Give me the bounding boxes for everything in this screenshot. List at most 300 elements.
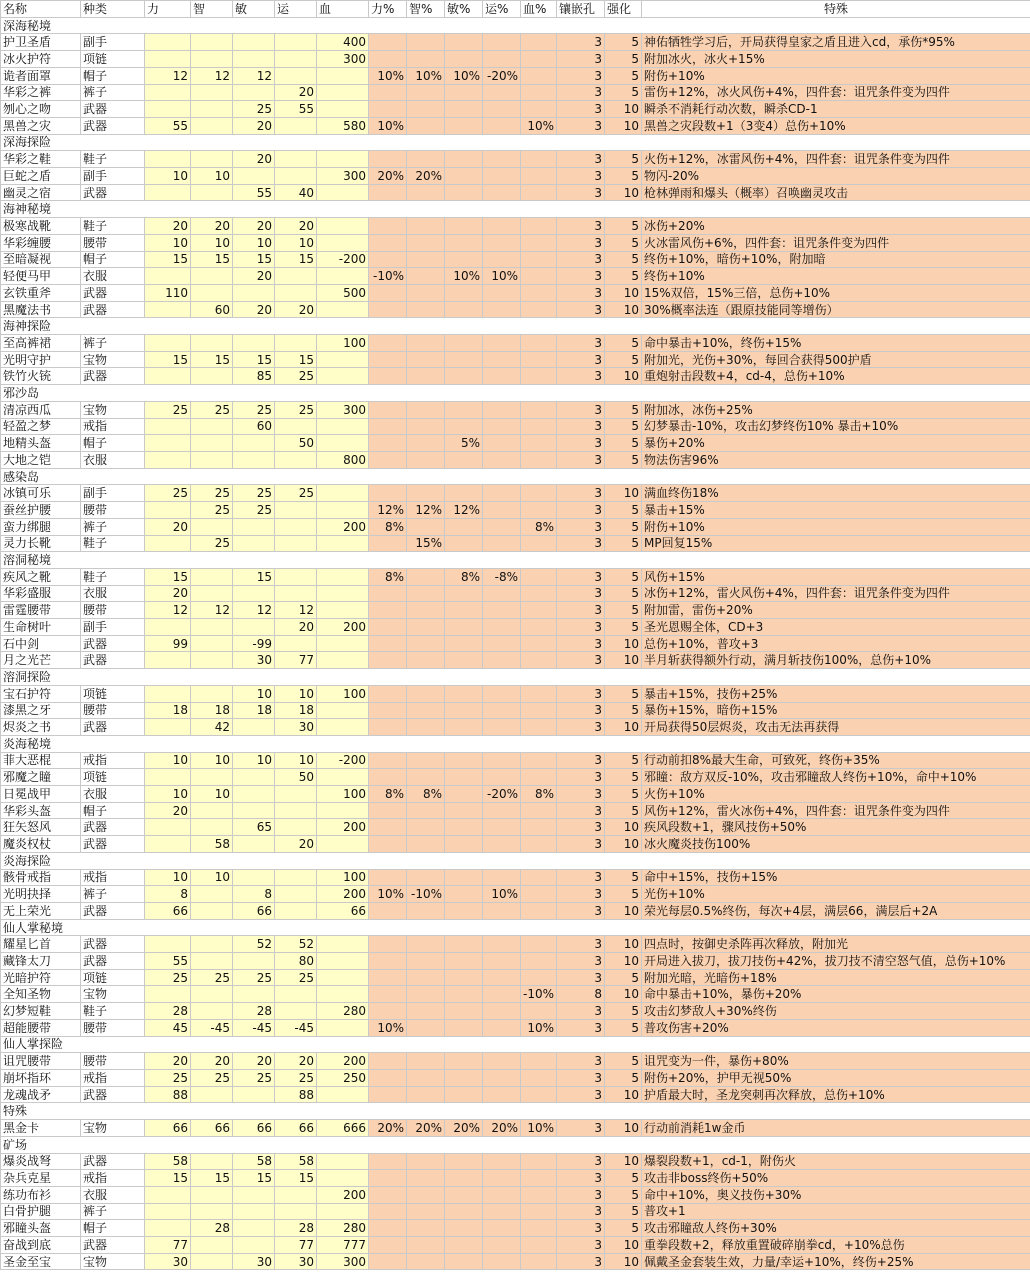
table-cell[interactable]	[275, 819, 317, 836]
table-cell[interactable]: 藏锋太刀	[1, 953, 81, 970]
table-cell[interactable]: -10%	[407, 886, 445, 903]
table-cell[interactable]: 裤子	[81, 1203, 145, 1220]
table-cell[interactable]: 3	[557, 234, 605, 251]
table-cell[interactable]	[369, 1170, 407, 1187]
table-cell[interactable]	[521, 552, 557, 569]
table-cell[interactable]	[275, 335, 317, 352]
table-cell[interactable]: 8	[145, 886, 191, 903]
table-cell[interactable]	[407, 1186, 445, 1203]
table-cell[interactable]: 武器	[81, 819, 145, 836]
table-cell[interactable]: 20	[275, 619, 317, 636]
table-cell[interactable]	[521, 1003, 557, 1020]
table-cell[interactable]	[483, 1070, 521, 1087]
table-cell[interactable]	[369, 652, 407, 669]
table-cell[interactable]	[483, 51, 521, 68]
table-cell[interactable]	[191, 268, 233, 285]
table-cell[interactable]	[521, 34, 557, 51]
table-cell[interactable]	[483, 936, 521, 953]
table-cell[interactable]	[317, 1153, 369, 1170]
table-cell[interactable]: 10	[605, 635, 642, 652]
table-cell[interactable]	[369, 735, 407, 752]
table-cell[interactable]: 20	[233, 218, 275, 235]
table-cell[interactable]: 3	[557, 301, 605, 318]
table-cell[interactable]: 5	[605, 418, 642, 435]
table-cell[interactable]: 风伤+12%，雷火冰伤+4%，四件套：诅咒条件变为四件	[642, 802, 1030, 819]
table-cell[interactable]	[445, 1186, 483, 1203]
table-cell[interactable]	[407, 134, 445, 151]
table-cell[interactable]: 项链	[81, 685, 145, 702]
table-cell[interactable]	[145, 552, 191, 569]
table-cell[interactable]: 3	[557, 585, 605, 602]
table-cell[interactable]: 3	[557, 969, 605, 986]
table-cell[interactable]	[317, 151, 369, 168]
table-cell[interactable]: 极寒战靴	[1, 218, 81, 235]
table-cell[interactable]	[317, 201, 369, 218]
table-cell[interactable]: 诡者面罩	[1, 67, 81, 84]
table-cell[interactable]	[317, 836, 369, 853]
table-cell[interactable]	[191, 385, 233, 402]
table-cell[interactable]	[317, 953, 369, 970]
table-cell[interactable]	[445, 969, 483, 986]
table-cell[interactable]	[233, 669, 275, 686]
table-cell[interactable]	[483, 1086, 521, 1103]
table-cell[interactable]: 5	[605, 568, 642, 585]
table-cell[interactable]	[191, 101, 233, 118]
table-cell[interactable]	[317, 719, 369, 736]
table-cell[interactable]: 幽灵之宿	[1, 184, 81, 201]
table-cell[interactable]	[407, 1053, 445, 1070]
table-cell[interactable]	[521, 335, 557, 352]
table-cell[interactable]	[191, 769, 233, 786]
table-cell[interactable]: 666	[317, 1120, 369, 1137]
table-cell[interactable]	[275, 1003, 317, 1020]
table-cell[interactable]: 黑魔法书	[1, 301, 81, 318]
table-cell[interactable]: 5	[605, 251, 642, 268]
table-cell[interactable]	[445, 1203, 483, 1220]
table-cell[interactable]: 暴击+15%，技伤+25%	[642, 685, 1030, 702]
table-cell[interactable]: 裤子	[81, 518, 145, 535]
table-cell[interactable]: 3	[557, 401, 605, 418]
table-cell[interactable]: 28	[191, 1220, 233, 1237]
table-cell[interactable]	[483, 335, 521, 352]
table-cell[interactable]	[521, 1220, 557, 1237]
table-cell[interactable]	[369, 101, 407, 118]
table-cell[interactable]: 3	[557, 1220, 605, 1237]
table-cell[interactable]	[407, 151, 445, 168]
table-cell[interactable]: 物法伤害96%	[642, 451, 1030, 468]
table-cell[interactable]	[407, 969, 445, 986]
table-cell[interactable]	[445, 251, 483, 268]
table-cell[interactable]	[521, 802, 557, 819]
table-cell[interactable]: 12%	[407, 502, 445, 519]
table-cell[interactable]: 魔炎权杖	[1, 836, 81, 853]
table-cell[interactable]: 15	[145, 251, 191, 268]
table-cell[interactable]: 15	[275, 1170, 317, 1187]
table-cell[interactable]: 5	[605, 702, 642, 719]
table-cell[interactable]	[445, 34, 483, 51]
table-cell[interactable]	[369, 318, 407, 335]
table-cell[interactable]	[275, 418, 317, 435]
table-cell[interactable]	[81, 201, 145, 218]
table-cell[interactable]	[317, 919, 369, 936]
table-cell[interactable]: 25	[275, 401, 317, 418]
table-cell[interactable]	[145, 936, 191, 953]
table-cell[interactable]	[483, 619, 521, 636]
table-cell[interactable]: 风伤+15%	[642, 568, 1030, 585]
table-cell[interactable]: 命中暴击+10%，终伤+15%	[642, 335, 1030, 352]
table-cell[interactable]	[233, 385, 275, 402]
table-cell[interactable]	[407, 318, 445, 335]
table-cell[interactable]: 5	[605, 786, 642, 803]
table-cell[interactable]	[317, 84, 369, 101]
table-cell[interactable]: 10	[605, 101, 642, 118]
table-cell[interactable]	[483, 1203, 521, 1220]
table-cell[interactable]: 荣光每层0.5%终伤，每次+4层，满层66，满层后+2A	[642, 902, 1030, 919]
table-cell[interactable]	[191, 568, 233, 585]
table-cell[interactable]	[233, 84, 275, 101]
table-cell[interactable]	[445, 518, 483, 535]
table-cell[interactable]	[369, 1103, 407, 1120]
table-cell[interactable]	[483, 652, 521, 669]
table-cell[interactable]	[369, 34, 407, 51]
table-cell[interactable]	[407, 368, 445, 385]
table-cell[interactable]: 5	[605, 84, 642, 101]
table-cell[interactable]: 地精头盔	[1, 435, 81, 452]
table-cell[interactable]: 宝石护符	[1, 685, 81, 702]
table-cell[interactable]: 20	[145, 1053, 191, 1070]
table-cell[interactable]	[369, 251, 407, 268]
table-cell[interactable]: 武器	[81, 184, 145, 201]
table-cell[interactable]	[369, 1070, 407, 1087]
table-cell[interactable]	[521, 435, 557, 452]
table-cell[interactable]: 衣服	[81, 451, 145, 468]
table-cell[interactable]	[233, 284, 275, 301]
table-cell[interactable]: 鞋子	[81, 151, 145, 168]
table-cell[interactable]: 10	[605, 485, 642, 502]
table-cell[interactable]	[483, 852, 521, 869]
table-cell[interactable]: 10	[605, 1153, 642, 1170]
table-cell[interactable]	[275, 502, 317, 519]
table-cell[interactable]: 25	[145, 1070, 191, 1087]
section-label[interactable]: 特殊	[1, 1103, 81, 1120]
table-cell[interactable]	[145, 101, 191, 118]
table-cell[interactable]: 66	[191, 1120, 233, 1137]
table-cell[interactable]: 耀星匕首	[1, 936, 81, 953]
table-cell[interactable]: 10	[233, 234, 275, 251]
table-cell[interactable]: 25	[145, 401, 191, 418]
table-cell[interactable]: 清凉西瓜	[1, 401, 81, 418]
table-cell[interactable]	[521, 1103, 557, 1120]
table-cell[interactable]: 777	[317, 1237, 369, 1254]
table-cell[interactable]	[445, 802, 483, 819]
table-cell[interactable]	[233, 769, 275, 786]
table-cell[interactable]	[407, 552, 445, 569]
table-cell[interactable]: 5	[605, 1070, 642, 1087]
table-cell[interactable]	[407, 1086, 445, 1103]
table-cell[interactable]: 3	[557, 819, 605, 836]
table-cell[interactable]	[483, 418, 521, 435]
table-cell[interactable]	[445, 619, 483, 636]
table-cell[interactable]	[317, 368, 369, 385]
table-cell[interactable]	[369, 752, 407, 769]
table-cell[interactable]	[483, 602, 521, 619]
table-cell[interactable]	[369, 1153, 407, 1170]
table-cell[interactable]	[483, 401, 521, 418]
table-cell[interactable]: -99	[233, 635, 275, 652]
table-cell[interactable]	[81, 735, 145, 752]
table-cell[interactable]: 20	[233, 268, 275, 285]
table-cell[interactable]: 5%	[445, 435, 483, 452]
table-cell[interactable]: 200	[317, 886, 369, 903]
table-cell[interactable]	[483, 151, 521, 168]
table-cell[interactable]: 枪林弹雨和爆头（概率）召唤幽灵攻击	[642, 184, 1030, 201]
table-cell[interactable]	[275, 1203, 317, 1220]
table-cell[interactable]	[191, 468, 233, 485]
table-cell[interactable]	[369, 1003, 407, 1020]
table-cell[interactable]	[483, 836, 521, 853]
table-cell[interactable]: 附伤+10%	[642, 67, 1030, 84]
table-cell[interactable]: 衣服	[81, 268, 145, 285]
table-cell[interactable]	[483, 468, 521, 485]
table-cell[interactable]	[521, 368, 557, 385]
table-cell[interactable]	[81, 1103, 145, 1120]
table-cell[interactable]	[605, 852, 642, 869]
table-cell[interactable]	[317, 936, 369, 953]
table-cell[interactable]	[605, 17, 642, 34]
table-cell[interactable]: 鞋子	[81, 568, 145, 585]
table-cell[interactable]: 烬炎之书	[1, 719, 81, 736]
table-cell[interactable]	[407, 385, 445, 402]
table-cell[interactable]: 5	[605, 602, 642, 619]
table-cell[interactable]: 5	[605, 51, 642, 68]
table-cell[interactable]: 10	[191, 234, 233, 251]
table-cell[interactable]	[445, 953, 483, 970]
table-cell[interactable]	[369, 819, 407, 836]
table-cell[interactable]: -200	[317, 752, 369, 769]
table-cell[interactable]	[445, 819, 483, 836]
table-cell[interactable]	[407, 34, 445, 51]
table-cell[interactable]: 55	[145, 117, 191, 134]
section-label[interactable]: 感染岛	[1, 468, 81, 485]
table-cell[interactable]: 开局获得50层烬炎，攻击无法再获得	[642, 719, 1030, 736]
table-cell[interactable]: 圣光恩赐全体，CD+3	[642, 619, 1030, 636]
table-cell[interactable]: 3	[557, 435, 605, 452]
table-cell[interactable]: -10%	[369, 268, 407, 285]
table-cell[interactable]	[407, 117, 445, 134]
table-cell[interactable]	[483, 535, 521, 552]
table-cell[interactable]: 52	[275, 936, 317, 953]
table-cell[interactable]: 奋战到底	[1, 1237, 81, 1254]
table-cell[interactable]	[407, 418, 445, 435]
table-cell[interactable]: 60	[233, 418, 275, 435]
table-cell[interactable]: 物闪-20%	[642, 168, 1030, 185]
table-cell[interactable]	[407, 652, 445, 669]
table-cell[interactable]	[145, 301, 191, 318]
table-cell[interactable]: 77	[275, 652, 317, 669]
table-cell[interactable]	[483, 669, 521, 686]
table-cell[interactable]: 12%	[445, 502, 483, 519]
table-cell[interactable]	[317, 418, 369, 435]
table-cell[interactable]	[191, 17, 233, 34]
table-cell[interactable]: 20	[145, 585, 191, 602]
table-cell[interactable]	[521, 685, 557, 702]
table-cell[interactable]	[445, 151, 483, 168]
table-cell[interactable]	[369, 51, 407, 68]
table-cell[interactable]	[407, 902, 445, 919]
table-cell[interactable]: 火伤+10%	[642, 786, 1030, 803]
table-cell[interactable]	[275, 1136, 317, 1153]
table-cell[interactable]: 50	[275, 435, 317, 452]
table-cell[interactable]: 3	[557, 752, 605, 769]
table-cell[interactable]: 15	[191, 251, 233, 268]
table-cell[interactable]: 黑兽之灾段数+1（3变4）总伤+10%	[642, 117, 1030, 134]
table-cell[interactable]	[317, 1170, 369, 1187]
table-cell[interactable]: 副手	[81, 619, 145, 636]
table-cell[interactable]: 佩戴圣金套装生效，力量/幸运+10%，终伤+25%	[642, 1253, 1030, 1270]
table-cell[interactable]	[407, 953, 445, 970]
table-cell[interactable]: 菲大恶棍	[1, 752, 81, 769]
table-cell[interactable]	[369, 284, 407, 301]
table-cell[interactable]	[407, 1019, 445, 1036]
table-cell[interactable]	[445, 84, 483, 101]
table-cell[interactable]: 超能腰带	[1, 1019, 81, 1036]
table-cell[interactable]	[191, 735, 233, 752]
table-cell[interactable]	[145, 1103, 191, 1120]
table-cell[interactable]: 66	[145, 902, 191, 919]
table-cell[interactable]: 110	[145, 284, 191, 301]
table-cell[interactable]	[317, 1203, 369, 1220]
table-cell[interactable]: 蚕丝护腰	[1, 502, 81, 519]
table-cell[interactable]	[483, 685, 521, 702]
table-cell[interactable]	[317, 318, 369, 335]
table-cell[interactable]: MP回复15%	[642, 535, 1030, 552]
table-cell[interactable]: 5	[605, 752, 642, 769]
table-cell[interactable]	[407, 919, 445, 936]
table-cell[interactable]: 爆裂段数+1，cd-1，附伤火	[642, 1153, 1030, 1170]
table-cell[interactable]	[145, 435, 191, 452]
table-cell[interactable]: 5	[605, 869, 642, 886]
table-cell[interactable]	[445, 702, 483, 719]
table-cell[interactable]	[275, 117, 317, 134]
table-cell[interactable]	[483, 84, 521, 101]
table-cell[interactable]	[483, 234, 521, 251]
table-cell[interactable]: 5	[605, 451, 642, 468]
table-cell[interactable]	[521, 869, 557, 886]
section-label[interactable]: 深海秘境	[1, 17, 81, 34]
table-cell[interactable]: 衣服	[81, 786, 145, 803]
table-cell[interactable]	[407, 852, 445, 869]
table-cell[interactable]	[407, 669, 445, 686]
table-cell[interactable]	[369, 201, 407, 218]
table-cell[interactable]: 55	[275, 101, 317, 118]
table-cell[interactable]: 10	[605, 184, 642, 201]
table-cell[interactable]	[521, 418, 557, 435]
table-cell[interactable]	[407, 335, 445, 352]
table-cell[interactable]: 10	[145, 168, 191, 185]
table-cell[interactable]	[483, 919, 521, 936]
table-cell[interactable]	[445, 101, 483, 118]
table-cell[interactable]	[191, 919, 233, 936]
table-cell[interactable]: 15	[275, 351, 317, 368]
table-cell[interactable]	[407, 635, 445, 652]
table-cell[interactable]	[557, 385, 605, 402]
table-cell[interactable]	[369, 902, 407, 919]
table-cell[interactable]	[521, 1070, 557, 1087]
table-cell[interactable]	[145, 318, 191, 335]
table-cell[interactable]	[407, 201, 445, 218]
table-cell[interactable]: 5	[605, 268, 642, 285]
table-cell[interactable]	[521, 969, 557, 986]
table-cell[interactable]	[557, 552, 605, 569]
table-cell[interactable]: 华彩缠腰	[1, 234, 81, 251]
table-cell[interactable]	[145, 385, 191, 402]
table-cell[interactable]	[317, 351, 369, 368]
table-cell[interactable]: 100	[317, 335, 369, 352]
table-cell[interactable]: 200	[317, 518, 369, 535]
table-cell[interactable]: 25	[233, 485, 275, 502]
table-cell[interactable]: 轻便马甲	[1, 268, 81, 285]
table-cell[interactable]: 66	[233, 1120, 275, 1137]
table-cell[interactable]: 400	[317, 34, 369, 51]
table-cell[interactable]	[521, 251, 557, 268]
table-cell[interactable]: 冰镇可乐	[1, 485, 81, 502]
table-cell[interactable]	[521, 635, 557, 652]
table-cell[interactable]: 3	[557, 84, 605, 101]
table-cell[interactable]: 5	[605, 1053, 642, 1070]
table-cell[interactable]	[275, 151, 317, 168]
table-cell[interactable]	[369, 552, 407, 569]
table-cell[interactable]	[369, 134, 407, 151]
table-cell[interactable]	[642, 735, 1030, 752]
table-cell[interactable]: 80	[275, 953, 317, 970]
table-cell[interactable]	[445, 1036, 483, 1053]
table-cell[interactable]	[233, 836, 275, 853]
table-cell[interactable]: 命中暴击+10%，暴伤+20%	[642, 986, 1030, 1003]
table-cell[interactable]: 铁竹火铳	[1, 368, 81, 385]
column-header[interactable]: 镶嵌孔	[557, 1, 605, 18]
table-cell[interactable]: -8%	[483, 568, 521, 585]
table-cell[interactable]	[369, 151, 407, 168]
table-cell[interactable]: 武器	[81, 902, 145, 919]
table-cell[interactable]	[317, 385, 369, 402]
table-cell[interactable]: 15	[233, 351, 275, 368]
table-cell[interactable]	[521, 1086, 557, 1103]
table-cell[interactable]	[483, 351, 521, 368]
table-cell[interactable]	[317, 969, 369, 986]
table-cell[interactable]: 10%	[369, 67, 407, 84]
section-label[interactable]: 海神秘境	[1, 201, 81, 218]
table-cell[interactable]: 5	[605, 802, 642, 819]
column-header[interactable]: 运%	[483, 1, 521, 18]
table-cell[interactable]: 8%	[407, 786, 445, 803]
table-cell[interactable]: 华彩之裤	[1, 84, 81, 101]
table-cell[interactable]	[145, 986, 191, 1003]
table-cell[interactable]: 3	[557, 1003, 605, 1020]
table-cell[interactable]	[145, 619, 191, 636]
table-cell[interactable]: 普攻+1	[642, 1203, 1030, 1220]
table-cell[interactable]: 15	[145, 351, 191, 368]
table-cell[interactable]: 12	[145, 67, 191, 84]
table-cell[interactable]	[483, 1237, 521, 1254]
table-cell[interactable]: 500	[317, 284, 369, 301]
table-cell[interactable]: 5	[605, 351, 642, 368]
table-cell[interactable]	[275, 919, 317, 936]
table-cell[interactable]: 3	[557, 635, 605, 652]
table-cell[interactable]: 大地之铠	[1, 451, 81, 468]
table-cell[interactable]	[521, 301, 557, 318]
table-cell[interactable]	[191, 335, 233, 352]
section-label[interactable]: 仙人掌秘境	[1, 919, 81, 936]
